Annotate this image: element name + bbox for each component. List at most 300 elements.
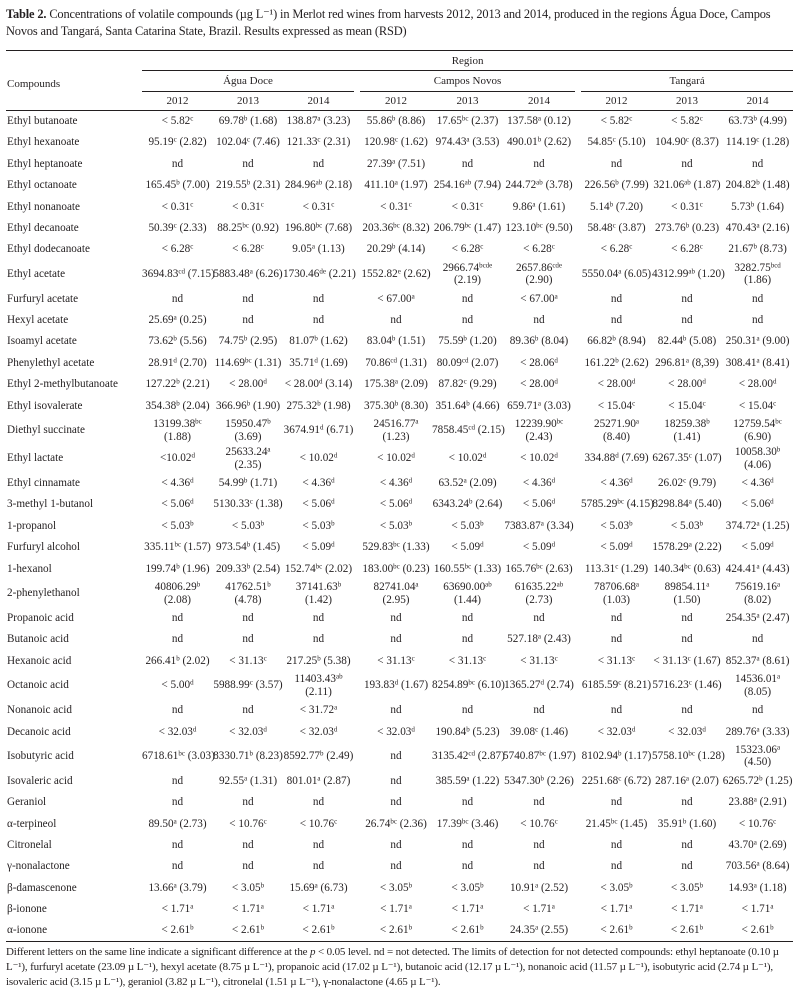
significance-letter: a [777, 580, 781, 589]
table-cell [142, 417, 213, 445]
compound-name: Ethyl butanoate [7, 115, 78, 128]
cell-value: 334.88 [584, 452, 616, 465]
significance-letter: b [196, 580, 201, 589]
significance-letter: c [773, 399, 777, 408]
table-row [6, 374, 793, 395]
table-cell [360, 310, 432, 331]
compound-name: 1-hexanol [7, 562, 52, 575]
table-cell [503, 721, 575, 742]
table-cell [503, 417, 575, 445]
cell-rsd: (8.37) [691, 136, 719, 149]
table-cell [283, 920, 354, 941]
table-cell [722, 196, 793, 217]
table-cell [142, 813, 213, 834]
significance-letter: b [466, 725, 470, 734]
table-cell [581, 920, 652, 941]
cell-value: 6185.59 [581, 679, 619, 692]
significance-letter: b [320, 749, 324, 758]
cell-value: 92.55 [218, 774, 245, 787]
significance-letter: c [411, 654, 415, 663]
cell-value: 63.52 [438, 477, 464, 490]
cell-value: < 0.31 [302, 200, 332, 213]
table-cell [213, 132, 283, 153]
cell-value: < 2.61 [451, 924, 481, 937]
table-cell [360, 721, 432, 742]
cell-value: nd [312, 839, 325, 852]
cell-rsd: (2.21) [328, 267, 356, 280]
cell-value: nd [533, 796, 545, 809]
volatile-compounds-table [6, 50, 793, 942]
table-cell [503, 558, 575, 579]
cell-value: < 10.76 [299, 817, 335, 830]
cell-value: < 31.72 [299, 704, 335, 717]
significance-letter: c [190, 200, 194, 208]
compound-name: Butanoic acid [7, 633, 69, 646]
cell-value: 5.73 [731, 200, 751, 213]
cell-rsd: (1.20) [469, 335, 497, 348]
significance-letter: a [756, 859, 760, 868]
significance-letter: d [770, 476, 774, 485]
table-cell [652, 721, 722, 742]
cell-value: nd [390, 860, 402, 873]
table-cell [581, 494, 652, 515]
significance-letter: d [263, 377, 267, 386]
cell-rsd: (1.38) [255, 498, 283, 511]
significance-letter: a [756, 654, 760, 663]
table-cell [581, 196, 652, 217]
compound-name: Citronelal [7, 839, 52, 852]
table-cell [503, 792, 575, 813]
cell-value: 28.91 [148, 356, 174, 369]
table-cell [283, 473, 354, 494]
significance-letter: cd [468, 423, 475, 432]
significance-letter: a [173, 817, 177, 826]
table-cell [581, 813, 652, 834]
cell-value: < 1.71 [302, 903, 332, 916]
cell-value: 75619.16 [735, 581, 777, 594]
significance-letter: bc [315, 221, 323, 230]
cell-rsd: (2.62) [621, 356, 649, 369]
cell-rsd: (2.21) [182, 378, 210, 391]
table-cell [581, 111, 652, 132]
cell-rsd: (1.47) [474, 221, 502, 234]
significance-letter: d [411, 725, 415, 734]
table-row [6, 580, 793, 608]
table-cell [142, 175, 213, 196]
table-cell [722, 374, 793, 395]
cell-value: < 5.06 [379, 498, 409, 511]
significance-letter: a [190, 902, 194, 911]
table-row [6, 672, 793, 700]
table-cell [213, 920, 283, 941]
table-cell [142, 217, 213, 238]
table-cell [432, 920, 503, 941]
cell-value: < 2.61 [379, 924, 409, 937]
cell-rsd: (7.46) [252, 136, 280, 149]
cell-value: < 32.03 [299, 725, 334, 738]
compound-name: 3-methyl 1-butanol [7, 498, 94, 511]
table-cell [652, 260, 725, 288]
table-cell [722, 515, 793, 536]
cell-value: 123.10 [505, 221, 537, 234]
table-cell [722, 537, 793, 558]
significance-letter: b [391, 114, 396, 123]
significance-letter: a [756, 519, 760, 528]
significance-letter: c [260, 200, 264, 208]
significance-letter: a [260, 902, 264, 911]
table-cell [142, 111, 213, 132]
table-cell [503, 153, 575, 174]
table-cell [652, 217, 722, 238]
table-cell [283, 310, 354, 331]
table-cell [722, 310, 793, 331]
table-cell [142, 310, 213, 331]
cell-value: 89.36 [509, 335, 535, 348]
table-cell [652, 770, 722, 791]
table-cell [652, 856, 722, 877]
cell-rsd: (1.28) [762, 136, 790, 149]
table-cell [652, 608, 722, 629]
cell-rsd: (1.46) [694, 679, 722, 692]
table-cell [652, 473, 722, 494]
compound-name: Isobutyric acid [7, 750, 74, 763]
cell-value: 254.35 [725, 611, 757, 624]
footnote-p: p [310, 946, 316, 959]
table-row [6, 515, 793, 536]
cell-value: 7858.45 [432, 424, 469, 437]
table-cell [360, 877, 432, 898]
compounds-header: Compounds [6, 51, 142, 92]
significance-letter: a [535, 881, 539, 890]
cell-rsd: (2.95) [382, 593, 410, 606]
significance-letter: ab [335, 672, 343, 681]
table-cell [213, 742, 283, 770]
table-cell [283, 700, 354, 721]
cell-value: 127.22 [145, 378, 177, 391]
table-cell [432, 835, 503, 856]
cell-value: 58.48 [587, 221, 613, 234]
significance-letter: b [408, 923, 413, 932]
table-cell [503, 445, 575, 473]
table-cell [283, 856, 354, 877]
table-cell [283, 239, 354, 260]
table-cell [722, 672, 793, 700]
cell-value: 175.38 [364, 378, 395, 391]
cell-value: < 28.00 [597, 378, 632, 391]
table-cell [213, 515, 283, 536]
table-cell [213, 629, 283, 650]
significance-letter: b [246, 399, 251, 408]
significance-letter: b [699, 519, 704, 528]
table-cell [142, 260, 213, 288]
significance-letter: a [249, 267, 253, 276]
significance-letter: c [317, 135, 321, 144]
cell-rsd: (2.63) [545, 562, 573, 575]
table-cell [360, 111, 432, 132]
table-cell [283, 608, 354, 629]
significance-letter: b [756, 178, 760, 187]
cell-value: nd [312, 796, 325, 809]
cell-value: 25271.90 [593, 418, 636, 431]
cell-value: nd [461, 292, 474, 305]
table-cell [432, 331, 503, 352]
cell-rsd: (1.29) [621, 562, 649, 575]
significance-letter: d [554, 451, 558, 460]
cell-value: < 2.61 [670, 924, 700, 937]
table-cell [503, 196, 575, 217]
cell-rsd: (2.47) [762, 611, 790, 624]
significance-letter: a [537, 399, 542, 408]
cell-value: < 3.05 [231, 881, 261, 894]
significance-letter: b [331, 519, 335, 528]
table-cell [581, 239, 652, 260]
table-cell [503, 899, 575, 920]
table-cell [432, 672, 503, 700]
cell-rsd: (2.18) [325, 179, 353, 192]
cell-value: 1578.29 [652, 541, 689, 554]
table-cell [360, 629, 432, 650]
footnote-text-1: Different letters on the same line indicate a significant difference at the [6, 946, 311, 959]
table-cell [652, 374, 722, 395]
significance-letter: a [756, 562, 760, 571]
significance-letter: b [243, 476, 248, 485]
significance-letter: a [415, 580, 419, 589]
compound-name: Furfuryl alcohol [7, 541, 81, 554]
significance-letter: b [540, 774, 545, 783]
table-cell [360, 395, 432, 416]
significance-letter: b [190, 923, 194, 932]
significance-letter: d [540, 678, 545, 687]
significance-letter: a [532, 200, 536, 208]
cell-value: nd [390, 796, 402, 809]
significance-letter: bc [390, 817, 397, 826]
cell-value: nd [461, 839, 474, 852]
table-cell [142, 331, 213, 352]
cell-value: 20.29 [366, 243, 392, 256]
cell-value: < 32.03 [377, 725, 412, 738]
table-cell [503, 813, 575, 834]
cell-value: 114.19 [725, 136, 757, 149]
cell-rsd: (3.34) [546, 519, 574, 532]
cell-value: 8102.94 [581, 750, 619, 763]
cell-value: 37141.63 [295, 581, 338, 594]
table-row [6, 310, 793, 331]
cell-rsd: (8.04) [541, 335, 569, 348]
significance-letter: a [535, 923, 539, 932]
cell-rsd: (1.31) [254, 356, 282, 369]
cell-value: 21.67 [728, 243, 754, 256]
cell-rsd: (5.23) [472, 725, 500, 738]
cell-rsd: (2.07) [691, 774, 719, 787]
significance-letter: c [394, 135, 399, 144]
table-cell [283, 494, 354, 515]
table-cell [652, 153, 722, 174]
cell-rsd: (1.71) [250, 477, 278, 490]
cell-value: < 2.61 [231, 924, 261, 937]
significance-letter: b [337, 580, 342, 589]
cell-value: 3674.91 [283, 424, 321, 437]
table-cell [360, 153, 432, 174]
significance-letter: b [176, 562, 180, 571]
table-cell [142, 473, 213, 494]
significance-letter: d [551, 540, 556, 549]
significance-letter: b [260, 923, 265, 932]
table-cell [652, 395, 722, 416]
cell-value: < 5.03 [161, 519, 191, 532]
cell-value: < 1.71 [671, 903, 700, 916]
significance-letter: b [469, 497, 473, 506]
cell-value: nd [171, 796, 184, 809]
table-cell [432, 580, 503, 608]
significance-letter: c [554, 654, 558, 663]
cell-value: < 5.09 [600, 541, 630, 554]
table-cell [722, 813, 793, 834]
significance-letter: b [685, 221, 690, 230]
table-cell [360, 770, 432, 791]
cell-value: < 1.71 [451, 903, 481, 916]
table-cell [581, 770, 652, 791]
cell-value: nd [242, 611, 254, 624]
cell-value: 95.19 [148, 136, 174, 149]
year-header: 2012 [360, 92, 432, 111]
compound-name: Propanoic acid [7, 611, 74, 624]
cell-rsd: (8.61) [762, 654, 790, 667]
significance-letter: a [770, 902, 774, 911]
table-cell [722, 877, 793, 898]
significance-letter: b [466, 399, 470, 408]
cell-value: nd [681, 796, 693, 809]
cell-value: 973.54 [215, 541, 247, 554]
significance-letter: b [699, 881, 704, 890]
cell-value: nd [751, 157, 764, 170]
cell-rsd: (2.09) [400, 378, 428, 391]
significance-letter: ab [556, 580, 564, 589]
cell-value: < 5.82 [671, 115, 700, 128]
cell-value: < 67.00 [520, 292, 555, 305]
cell-value: 8330.71 [213, 750, 250, 763]
significance-letter: d [631, 725, 636, 734]
table-cell [142, 770, 213, 791]
cell-value: 43.70 [728, 839, 754, 852]
table-cell [581, 515, 652, 536]
table-caption [6, 6, 779, 40]
compound-name: Phenylethyl acetate [7, 356, 95, 369]
table-cell [142, 672, 213, 700]
cell-value: nd [681, 314, 693, 327]
significance-letter: bc [195, 417, 202, 426]
table-cell [722, 352, 793, 373]
cell-value: 40806.29 [154, 581, 197, 594]
significance-letter: c [260, 242, 264, 251]
significance-letter: b [480, 881, 484, 890]
cell-value: 2251.68 [581, 774, 619, 787]
cell-rsd: (2.15) [477, 424, 505, 437]
significance-letter: a [635, 417, 640, 426]
year-header: 2014 [283, 92, 354, 111]
compound-name: Ethyl decanoate [7, 221, 79, 234]
table-cell [213, 473, 283, 494]
cell-value: 15950.47 [225, 418, 268, 431]
cell-value: < 5.06 [522, 498, 552, 511]
cell-value: nd [390, 611, 402, 624]
cell-value: 78706.68 [593, 581, 636, 594]
table-cell [652, 700, 722, 721]
cell-value: 17.39 [436, 817, 462, 830]
cell-value: nd [681, 633, 693, 646]
significance-letter: c [334, 817, 338, 826]
table-cell [432, 877, 503, 898]
cell-value: 27.39 [366, 157, 393, 170]
cell-rsd: (7.20) [615, 200, 643, 213]
cell-value: 160.55 [433, 562, 465, 575]
table-cell [360, 672, 432, 700]
table-cell [432, 175, 503, 196]
cell-value: < 32.03 [229, 725, 264, 738]
table-cell [283, 835, 354, 856]
cell-rsd: (2.02) [325, 562, 353, 575]
table-cell [722, 856, 793, 877]
table-cell [722, 580, 793, 608]
table-cell [432, 742, 503, 770]
significance-letter: c [173, 221, 177, 230]
cell-value: < 15.04 [668, 399, 703, 412]
cell-rsd: (3.23) [323, 115, 351, 128]
compound-name: Hexanoic acid [7, 654, 72, 667]
table-cell [432, 153, 503, 174]
significance-letter: a [392, 157, 396, 166]
cell-value: 470.43 [725, 221, 757, 234]
table-cell [213, 721, 283, 742]
table-cell [360, 835, 432, 856]
year-header: 2012 [142, 92, 213, 111]
cell-value: 206.79 [433, 221, 465, 234]
significance-letter: a [777, 743, 781, 752]
table-footnote [6, 945, 779, 990]
cell-value: nd [390, 633, 402, 646]
cell-value: 82741.04 [373, 581, 416, 594]
cell-value: 26.02 [657, 477, 684, 490]
table-cell [581, 260, 652, 288]
cell-rsd: (2.54) [253, 562, 281, 575]
cell-value: < 4.36 [600, 477, 630, 490]
cell-value: 275.32 [286, 399, 318, 412]
cell-rsd: (3.46) [471, 817, 499, 830]
cell-value: < 5.09 [522, 541, 552, 554]
significance-letter: d [333, 725, 338, 734]
table-cell [360, 352, 432, 373]
significance-letter: c [463, 377, 467, 386]
cell-rsd: (2.87) [477, 750, 505, 763]
footnote-text-2: < 0.05 level. nd = not detected. The limits of detection for not detected compounds: ethyl heptanoate (0.10 µ L⁻¹), furfuryl acetate (23.09 µ L⁻¹), hexyl acetate (8.75 µ L⁻¹), propanoic acid (17.02 µ L⁻¹), butanoic acid (12.17 µ L⁻¹), nonanoic acid (11.57 µ L⁻¹), isobutyric acid (2.74 µ L⁻¹), isovaleric acid (3.15 µ L⁻¹), geraniol (3.82 µ L⁻¹), citronelal (1.51 µ L⁻¹), γ-nonalactone (4.65 µ L⁻¹). [6, 946, 779, 989]
cell-rsd: (1.51) [398, 335, 426, 348]
table-cell [213, 650, 283, 671]
significance-letter: a [537, 114, 542, 123]
significance-letter: a [334, 703, 338, 712]
cell-value: < 28.00 [284, 378, 319, 391]
cell-rsd: (2.49) [326, 750, 354, 763]
significance-letter: d [190, 678, 194, 687]
cell-value: 21.45 [585, 817, 611, 830]
significance-letter: bc [393, 562, 400, 571]
cell-rsd: (6.05) [624, 267, 652, 280]
table-cell [213, 395, 283, 416]
cell-rsd: (2.62) [403, 267, 431, 280]
table-cell [652, 899, 722, 920]
cell-rsd: (3.03) [187, 750, 215, 763]
significance-letter: a [537, 632, 542, 641]
cell-value: 69.78 [218, 115, 244, 128]
significance-letter: b [173, 334, 177, 343]
